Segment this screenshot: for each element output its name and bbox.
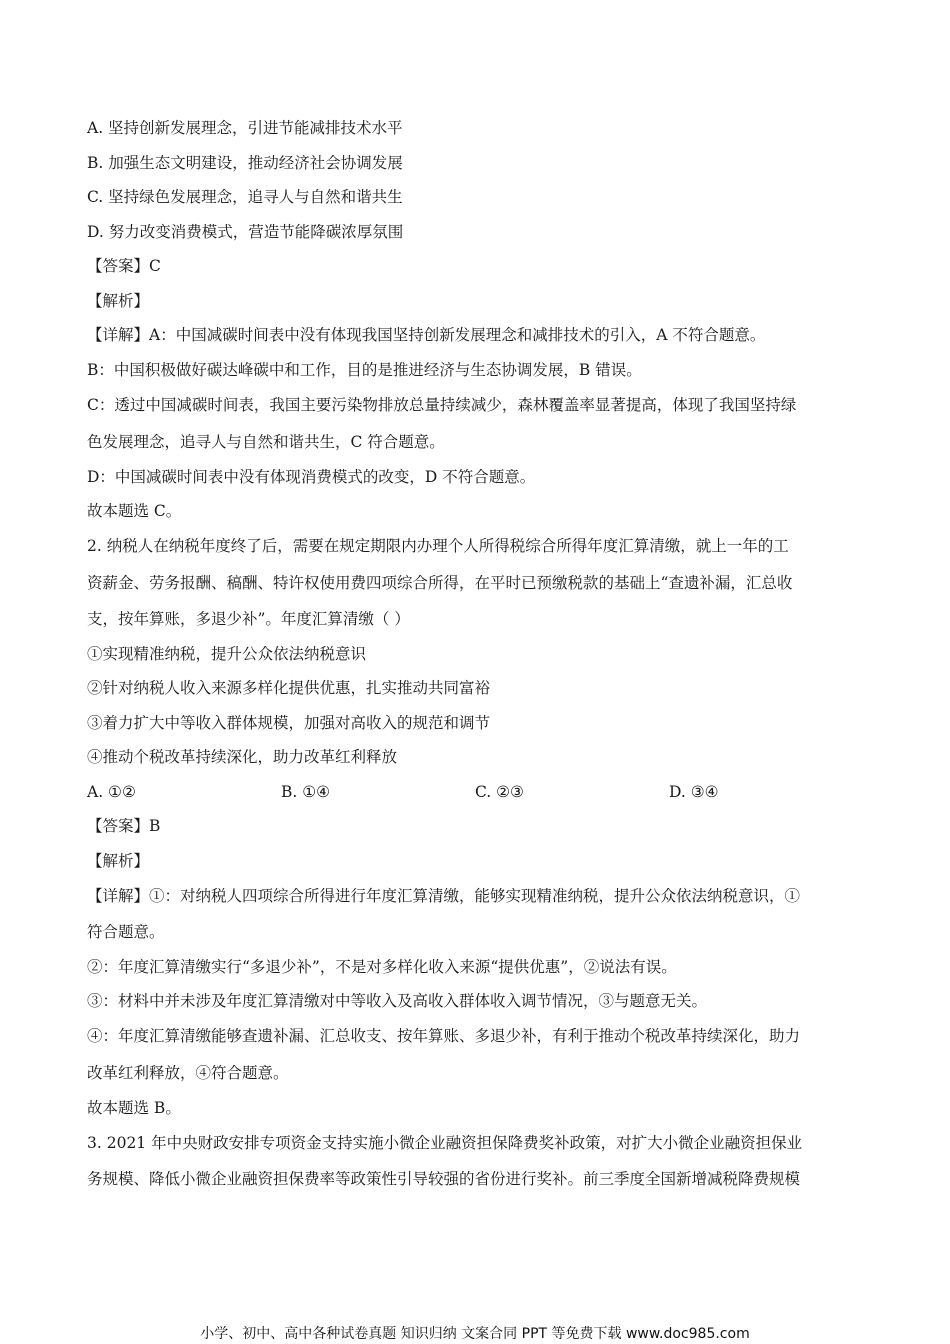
q3-stem-line: 3. 2021 年中央财政安排专项资金支持实施小微企业融资担保降费奖补政策，对扩大小微企业融资担保业: [87, 1134, 803, 1152]
q2-statement: ④推动个税改革持续深化，助力改革红利释放: [87, 748, 398, 766]
q1-detail-line: C：透过中国减碳时间表，我国主要污染物排放总量持续减少，森林覆盖率显著提高，体现了我国坚持绿: [87, 396, 797, 414]
q2-detail-line: ④：年度汇算清缴能够查遗补漏、汇总收支、按年算账、多退少补，有利于推动个税改革持续深化，助力: [87, 1027, 801, 1045]
q2-choice-a: A. ①②: [87, 783, 136, 801]
q1-option-a: A. 坚持创新发展理念，引进节能减排技术水平: [87, 119, 403, 137]
q2-answer: [87, 816, 160, 836]
q2-stem-line: 支，按年算账，多退少补”。年度汇算清缴（ ）: [87, 610, 410, 628]
q2-stem-line: 资薪金、劳务报酬、稿酬、特许权使用费四项综合所得，在平时已预缴税款的基础上“查遗补漏，汇总收: [87, 574, 793, 592]
q2-detail-line: 【详解】①：对纳税人四项综合所得进行年度汇算清缴，能够实现精准纳税，提升公众依法纳税意识，①: [87, 887, 801, 905]
q1-option-d: D. 努力改变消费模式，营造节能降碳浓厚氛围: [87, 223, 404, 241]
q2-analysis-label: 【解析】: [87, 852, 150, 870]
q1-analysis-label: 【解析】: [87, 292, 150, 310]
q1-option-b: B. 加强生态文明建设，推动经济社会协调发展: [87, 154, 403, 172]
q1-detail-line: B：中国积极做好碳达峰碳中和工作，目的是推进经济与生态协调发展，B 错误。: [87, 361, 642, 379]
q2-statement: ②针对纳税人收入来源多样化提供优惠，扎实推动共同富裕: [87, 679, 491, 697]
q2-statement: ①实现精准纳税，提升公众依法纳税意识: [87, 645, 367, 663]
q2-detail-line: ③：材料中并未涉及年度汇算清缴对中等收入及高收入群体收入调节情况，③与题意无关。: [87, 992, 708, 1010]
q2-stem-line: 2. 纳税人在纳税年度终了后，需要在规定期限内办理个人所得税综合所得年度汇算清缴，就上一年的工: [87, 537, 789, 555]
detail-label: 【详解】: [87, 326, 150, 344]
answer-label: 【答案】: [87, 257, 150, 275]
q3-stem-line: 务规模、降低小微企业融资担保费率等政策性引导较强的省份进行奖补。前三季度全国新增减税降费规模: [87, 1170, 801, 1188]
q1-detail-line: 【详解】A：中国减碳时间表中没有体现我国坚持创新发展理念和减排技术的引入，A 不符合题意。: [87, 326, 766, 344]
q1-answer: [87, 256, 161, 276]
q2-choice-b: B. ①④: [281, 783, 331, 801]
q1-option-c: C. 坚持绿色发展理念，追寻人与自然和谐共生: [87, 188, 403, 206]
q1-conclusion: 故本题选 C。: [87, 502, 182, 520]
q2-choice-c: C. ②③: [475, 783, 524, 801]
q2-detail-line: 改革红利释放，④符合题意。: [87, 1064, 289, 1082]
answer-value: B: [149, 817, 161, 835]
q2-choice-d: D. ③④: [669, 783, 719, 801]
q2-conclusion: 故本题选 B。: [87, 1099, 181, 1117]
q2-statement: ③着力扩大中等收入群体规模，加强对高收入的规范和调节: [87, 714, 491, 732]
q2-detail-line: ②：年度汇算清缴实行“多退少补”，不是对多样化收入来源“提供优惠”，②说法有误。: [87, 958, 677, 976]
detail-label: 【详解】: [87, 887, 150, 905]
q1-detail-line: D：中国减碳时间表中没有体现消费模式的改变，D 不符合题意。: [87, 468, 536, 486]
q2-detail-line: 符合题意。: [87, 923, 165, 941]
page-footer: 小学、初中、高中各种试卷真题 知识归纳 文案合同 PPT 等免费下载 www.doc985.com: [200, 1326, 750, 1342]
answer-label: 【答案】: [87, 817, 150, 835]
q1-detail-line: 色发展理念，追寻人与自然和谐共生，C 符合题意。: [87, 433, 445, 451]
answer-value: C: [149, 257, 161, 275]
